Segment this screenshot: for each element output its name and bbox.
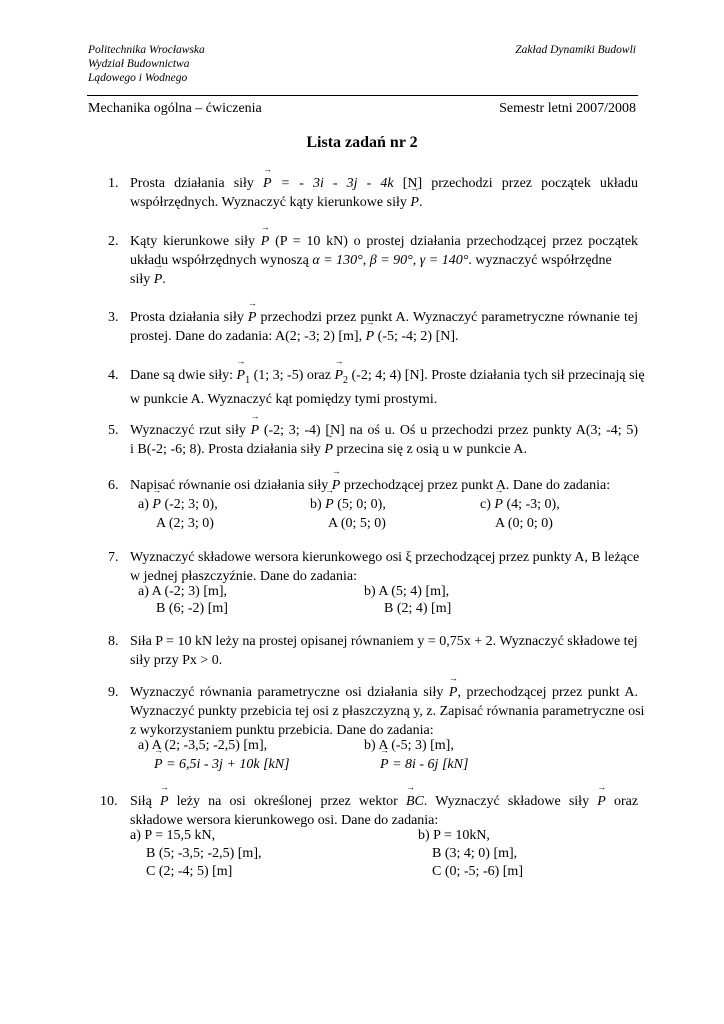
punctuation: . [162, 272, 166, 287]
case-a: a) → P (-2; 3; 0), [138, 495, 218, 514]
problem-number: 1. [108, 176, 119, 191]
problem-text: (-2; 3; -4) [N] na oś u. Oś u przechodzi przez punkty A(3; -4; 5) [263, 423, 639, 438]
case-a: a) A (-2; 3) [m], [138, 584, 228, 599]
problem-text: w jednej płaszczyźnie. Dane do zadania: [130, 569, 358, 584]
case-b-force: → P = 8i - 6j [kN] [380, 755, 468, 774]
case-b-point-b: B (2; 4) [m] [384, 601, 452, 616]
institution-line: Lądowego i Wodnego [88, 72, 188, 84]
department-header: Zakład Dynamiki Budowli [515, 44, 636, 56]
problem-text: Siłą [130, 794, 152, 809]
problem-text: Wyznaczyć składowe wersora kierunkowego osi ξ przechodzącej przez punkty A, B leżące [130, 550, 640, 565]
case-b-label: b) P = 10kN, [418, 828, 490, 843]
problem-text: (P = 10 kN) o prostej działania przechodzącej przez początek [275, 234, 639, 249]
force-vector-symbol: → P [597, 792, 606, 811]
force-vector-symbol: → P [332, 476, 341, 495]
problem-text: Kąty kierunkowe siły [130, 234, 256, 249]
problem-text: , przechodzącej przez punkt A. [457, 685, 638, 700]
institution-line: Politechnika Wrocławska [88, 44, 205, 56]
problem-number: 10. [100, 794, 118, 809]
problem-text: prostej. Dane do zadania: A(2; -3; 2) [m], [130, 329, 363, 344]
problem-text: Prosta działania siły [130, 176, 254, 191]
force-vector-symbol: → P [263, 174, 272, 193]
force-vector-symbol: → P [366, 327, 375, 346]
case-b: b) A (-5; 3) [m], [364, 738, 454, 753]
problem-text: składowe wersora kierunkowego osi. Dane do zadania: [130, 813, 439, 828]
case-c: c) → P (4; -3; 0), [480, 495, 560, 514]
case-a-point-c: C (2; -4; 5) [m] [146, 864, 233, 879]
problem-text: przecina się z osią u w punkcie A. [336, 442, 527, 457]
direction-angles: α = 130°, β = 90°, γ = 140° [312, 253, 469, 268]
problem-text: i B(-2; -6; 8). Prosta działania siły [130, 442, 321, 457]
problem-text: z wykorzystaniem punktu przebicia. Dane do zadania: [130, 723, 434, 738]
problem-text: Dane są dwie siły: [130, 368, 234, 383]
force-vector-symbol: → P [324, 440, 333, 459]
force-vector-symbol: → P [449, 683, 458, 702]
case-a-point: A (2; 3; 0) [156, 516, 214, 531]
problem-text: Wyznaczyć punkty przebicia tej osi z płaszczyzną y, z. Zapisać równania parametryczne osi [130, 704, 645, 719]
case-c-point: A (0; 0; 0) [495, 516, 553, 531]
header-rule [87, 95, 638, 96]
problem-text: [N] przechodzi przez początek układu [402, 176, 639, 191]
problem-text: przechodzącej przez punkt A. Dane do zadania: [343, 478, 611, 493]
page-title: Lista zadań nr 2 [306, 134, 418, 151]
problem-number: 2. [108, 234, 119, 249]
problem-9 [108, 683, 645, 775]
case-b-point-c: C (0; -5; -6) [m] [432, 864, 523, 879]
problem-text: siły przy Px > 0. [130, 653, 223, 668]
problem-text: współrzędnych. Wyznaczyć kąty kierunkowe siły [130, 195, 407, 210]
problem-text: Napisać równanie osi działania siły [130, 478, 329, 493]
problem-number: 9. [108, 685, 119, 700]
problem-number: 3. [108, 310, 119, 325]
problem-text: (-5; -4; 2) [N]. [377, 329, 459, 344]
problem-text: siły [130, 272, 151, 287]
course-name: Mechanika ogólna – ćwiczenia [88, 101, 262, 116]
case-a: a) A (2; -3,5; -2,5) [m], [138, 738, 268, 753]
problem-text: Wyznaczyć równania parametryczne osi działania siły [130, 685, 444, 700]
force-vector-symbol: → P [261, 232, 270, 251]
problem-text: . Wyznaczyć składowe siły [423, 794, 590, 809]
problem-text: w punkcie A. Wyznaczyć kąt pomiędzy tymi prostymi. [130, 391, 438, 407]
document-page: Politechnika Wrocławska Wydział Budownictwa Lądowego i Wodnego Zakład Dynamiki Budowli Mechanika ogólna – ćwiczenia Semestr letni 2007/2008 Lista zadań nr 2 1. Prosta działania siły → P = - 3i - 3j - 4k [N] przechodzi przez początek układu współrzędnych. Wyznaczyć kąty kierunkowe siły → P. 2. Kąty kierunkowe siły → P (P = 10 kN) o prostej działania przechodzącej przez początek układu współrzędnych wynoszą α = 130°, β = 90°, γ = 140°. wyznaczyć współrzędne siły → P. 3. Prosta działania siły → P przechodzi przez punkt A. Wyznaczyć parametryczne równanie tej prostej. Dane do zadania: A(2; -3; 2) [m], → P (-5; -4; 2) [N]. 4. Dane są dwie siły: → $P_1$ (1; 3; -5) oraz → $P_2$ (-2; 4; 4) [N]. Proste działania tych sił przecinają się w punkcie A. Wyznaczyć kąt pomiędzy tymi prostymi. 5. Wyznaczyć rzut siły → P (-2; 3; -4) [N] na oś u. Oś u przechodzi przez punkty A(3; -4; 5) i B(-2; -6; 8). Prosta działania siły → P przecina się z osią u w punkcie A. 6. Napisać równanie osi działania siły → P przechodzącej przez punkt A. Dane do zadania: a) → P (-2; 3; 0), A (2; 3; 0) b) → P (5; 0; 0), A (0; 5; 0) c) → P (4; -3; 0), A (0; 0; 0) 7. Wyznaczyć składowe wersora kierunkowego osi ξ przechodzącej przez punkty A, B leżące w jednej płaszczyźnie. Dane do zadania: a) A (-2; 3) [m], B (6; -2) [m] b) A (5; 4) [m], B (2; 4) [m] 8. Siła P = 10 kN leży na prostej opisanej równaniem y = 0,75x + 2. Wyznaczyć składowe tej siły przy Px > 0. 9. Wyznaczyć równania parametryczne osi działania siły → P, przechodzącej przez punkt A. Wyznaczyć punkty przebicia tej osi z płaszczyzną y, z. Zapisać równania parametryczne osi z wykorzystaniem punktu przebicia. Dane do zadania: a) A (2; -3,5; -2,5) [m], → P = 6,5i - 3j + 10k [kN] b) A (-5; 3) [m], → P = 8i - 6j [kN] 10. Siłą → P leży na osi określonej przez wektor → BC. Wyznaczyć składowe siły → P oraz składowe wersora kierunkowego osi. Dane do zadania: a) P = 15,5 kN, B (5; -3,5; -2,5) [m], C (2; -4; 5) [m] b) P = 10kN, B (3; 4; 0) [m], C (0; -5; -6) [m] [0, 0, 724, 1024]
problem-text: leży na osi określonej przez wektor [176, 794, 398, 809]
semester: Semestr letni 2007/2008 [499, 101, 636, 116]
problem-6 [108, 476, 638, 536]
problem-text: . wyznaczyć współrzędne [468, 253, 612, 268]
case-a-force: → P = 6,5i - 3j + 10k [kN] [154, 755, 290, 774]
force-vector-symbol: → P [410, 193, 419, 212]
institution-header [88, 43, 205, 85]
force-vector-symbol: → P [334, 366, 343, 385]
case-b: b) → P (5; 0; 0), [310, 495, 386, 514]
problem-number: 5. [108, 423, 119, 438]
force-vector-symbol: → P [251, 421, 260, 440]
force-vector-symbol: → P [248, 308, 257, 327]
punctuation: . [418, 195, 423, 210]
problem-text: Wyznaczyć rzut siły [130, 423, 246, 438]
case-b-point-b: B (3; 4; 0) [m], [432, 846, 518, 861]
case-b: b) A (5; 4) [m], [364, 584, 450, 599]
problem-number: 8. [108, 634, 119, 649]
problem-text: Prosta działania siły [130, 310, 244, 325]
force-vector-symbol: → P [160, 792, 169, 811]
problem-text: (-2; 4; 4) [N]. Proste działania tych sił przecinają się [351, 368, 645, 383]
problem-10 [100, 792, 639, 882]
problem-number: 6. [108, 478, 119, 493]
problem-text: Siła P = 10 kN leży na prostej opisanej równaniem y = 0,75x + 2. Wyznaczyć składowe tej [130, 634, 638, 649]
force-vector-symbol: → P [154, 270, 163, 289]
case-a-point-b: B (6; -2) [m] [156, 601, 228, 616]
problem-text: oraz [613, 794, 639, 809]
force-formula: = - 3i - 3j - 4k [280, 176, 394, 191]
axis-vector-symbol: → BC [406, 792, 424, 811]
force-vector-symbol: → P [237, 366, 246, 385]
problem-text: układu współrzędnych wynoszą [130, 253, 309, 268]
institution-line: Wydział Budownictwa [88, 58, 190, 70]
case-b-point: A (0; 5; 0) [328, 516, 386, 531]
problem-7 [108, 548, 638, 618]
problem-text: (1; 3; -5) oraz [253, 368, 331, 383]
problem-number: 7. [108, 550, 119, 565]
problem-text: przechodzi przez punkt A. Wyznaczyć parametryczne równanie tej [260, 310, 639, 325]
problem-number: 4. [108, 368, 119, 383]
case-a-label: a) P = 15,5 kN, [130, 828, 216, 843]
case-a-point-b: B (5; -3,5; -2,5) [m], [146, 846, 262, 861]
